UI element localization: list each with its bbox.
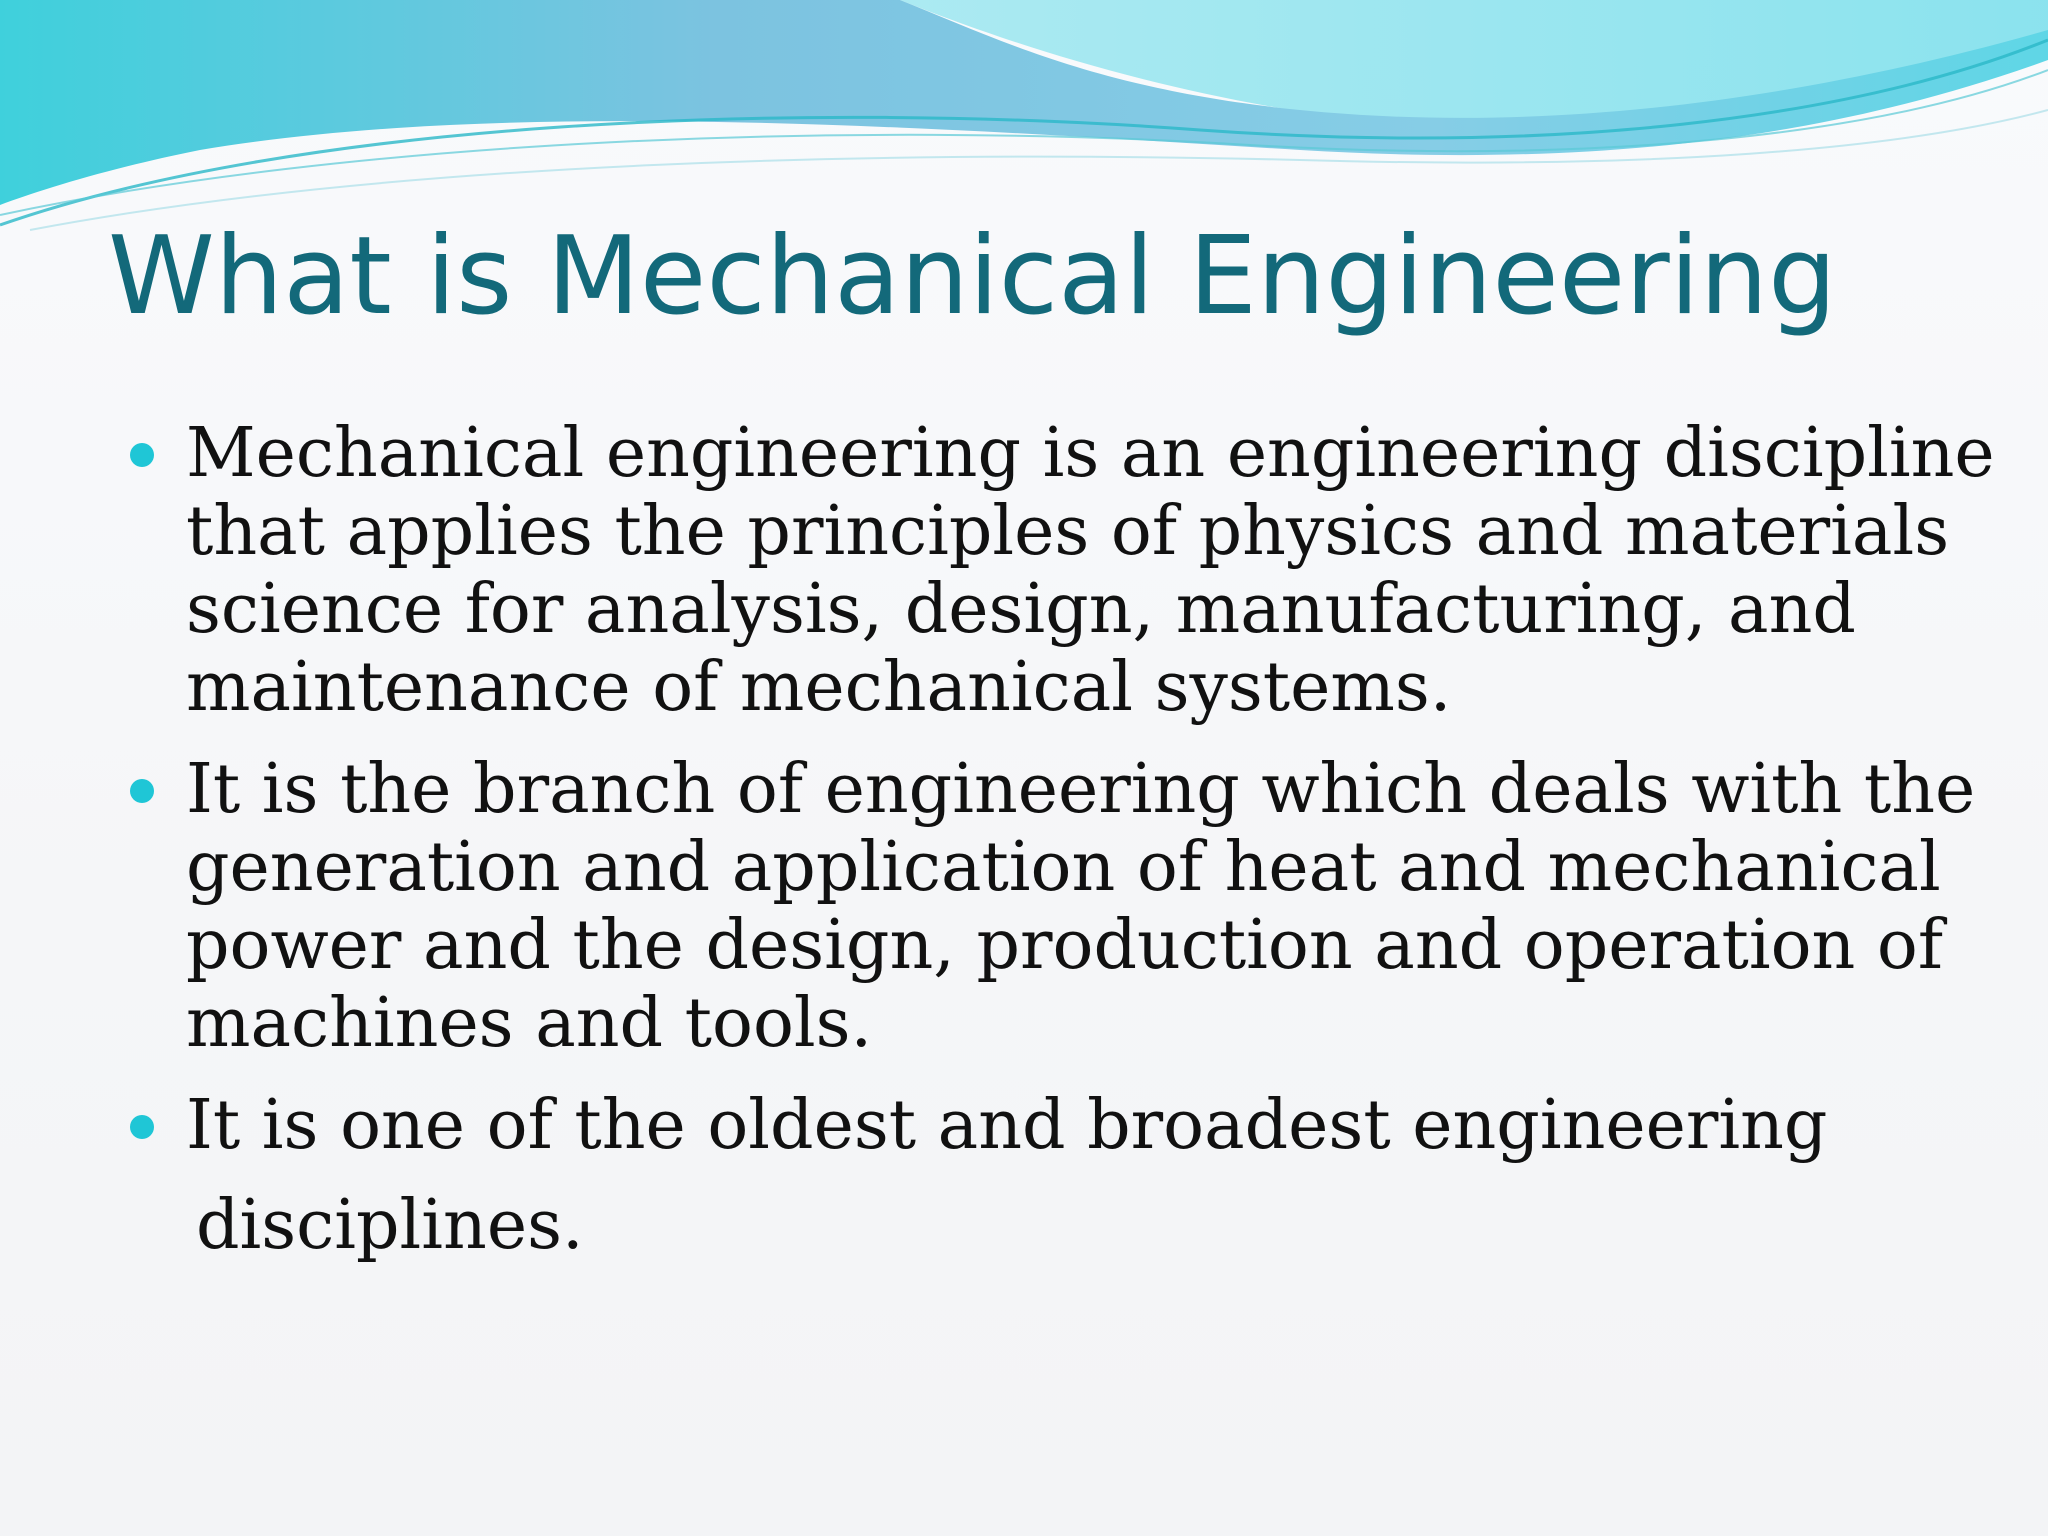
bullet-line: generation and application of heat and mechanical — [186, 828, 1941, 907]
bullet-line: machines and tools. — [186, 984, 873, 1063]
header-wave-decoration — [0, 0, 2048, 240]
bullet-item — [130, 1087, 1930, 1265]
bullet-line: It is one of the oldest and broadest engineering — [186, 1086, 1828, 1165]
bullet-line: Mechanical engineering is an engineering discipline — [186, 414, 1995, 493]
slide-title: What is Mechanical Engineering — [108, 214, 1837, 339]
bullet-line: science for analysis, design, manufacturing, and — [186, 570, 1856, 649]
bullet-line: that applies the principles of physics and materials — [186, 492, 1950, 571]
bullet-dot-icon — [130, 779, 154, 803]
bullet-dot-icon — [130, 443, 154, 467]
bullet-list — [130, 414, 1995, 1289]
bullet-item — [130, 750, 1976, 1063]
bullet-item — [130, 414, 1995, 727]
bullet-line: It is the branch of engineering which deals with the — [186, 750, 1976, 829]
bullet-line: disciplines. — [196, 1186, 584, 1265]
bullet-dot-icon — [130, 1115, 154, 1139]
bullet-line: power and the design, production and operation of — [186, 906, 1944, 985]
bullet-line: maintenance of mechanical systems. — [186, 648, 1452, 727]
